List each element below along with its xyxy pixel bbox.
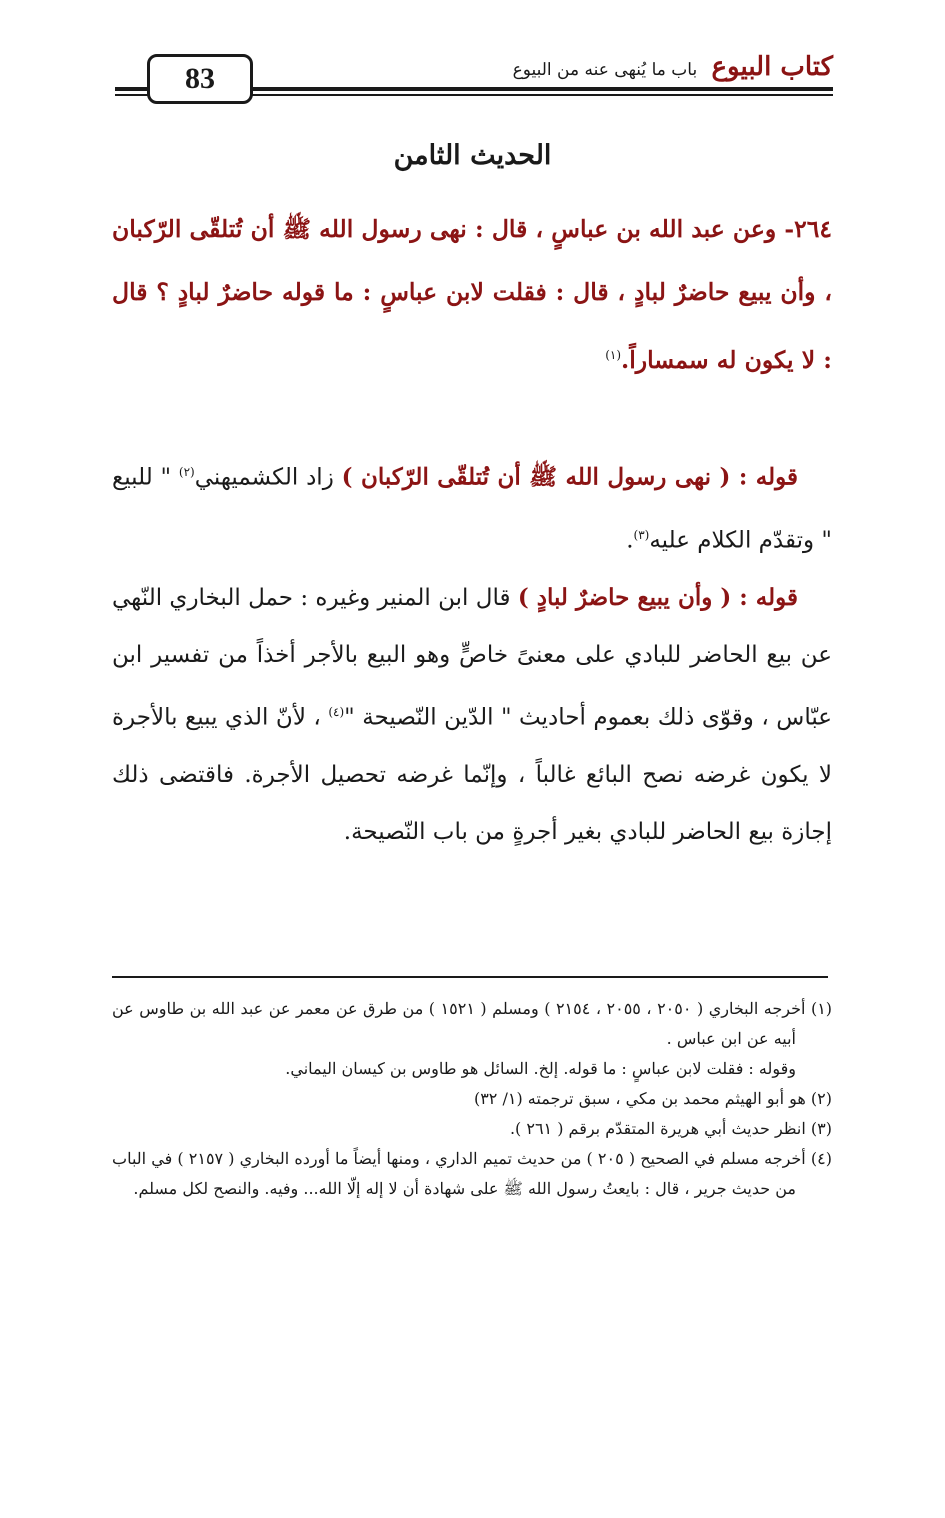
commentary-text: ، لأنّ الذي يبيع بالأجرة لا يكون غرضه نصح البائع غالباً ، وإنّما غرضه تحصيل الأجرة. فاقتضى ذلك إجازة بيع الحاضر للبادي بغير أجرةٍ من باب النّصيحة. xyxy=(112,704,832,845)
commentary xyxy=(112,444,832,861)
commentary-paragraph-1 xyxy=(112,444,832,569)
footnote-ref-2: (٢) xyxy=(178,465,195,479)
footnote-ref-1: (١) xyxy=(605,348,622,362)
page-number: 83 xyxy=(147,54,253,104)
footnote-2: (٢) هو أبو الهيثم محمد بن مكي ، سبق ترجمته (١/ ٣٢) xyxy=(473,1089,832,1108)
section-title: الحديث الثامن xyxy=(393,140,552,171)
footnote-1-continued: وقوله : فقلت لابن عباسٍ : ما قوله. إلخ. السائل هو طاوس بن كيسان اليماني. xyxy=(285,1059,796,1078)
footnotes xyxy=(112,994,832,1204)
page-header xyxy=(115,50,833,105)
hadith-body: ٢٦٤- وعن عبد الله بن عباسٍ ، قال : نهى رسول الله ﷺ أن تُتلقّى الرّكبان ، وأن يبيع حاضرٌ لبادٍ ، قال : فقلت لابن عباسٍ : ما قوله حاضرٌ لبادٍ ؟ قال : لا يكون له سمساراً. xyxy=(112,215,832,374)
chapter-name: باب ما يُنهى عنه من البيوع xyxy=(512,60,698,80)
quoted-phrase: قوله : ( نهى رسول الله ﷺ أن تُتلقّى الرّكبان ) xyxy=(341,463,799,491)
footnote-3: (٣) انظر حديث أبي هريرة المتقدّم برقم ( ٢٦١ ). xyxy=(509,1119,832,1138)
hadith-text xyxy=(112,198,832,392)
footnote-divider xyxy=(112,976,828,978)
footnote-ref-4: (٤) xyxy=(328,705,345,720)
footnote-ref-3: (٣) xyxy=(633,527,650,542)
running-title xyxy=(513,52,833,85)
commentary-text: زاد الكشميهني xyxy=(194,464,342,491)
book-name: كتاب البيوع xyxy=(711,52,833,82)
footnote-1: (١) أخرجه البخاري ( ٢٠٥٠ ، ٢٠٥٥ ، ٢١٥٤ ) ومسلم ( ١٥٢١ ) من طرق عن معمر عن عبد الله بن طاوس عن أبيه عن ابن عباس . xyxy=(112,999,833,1048)
footnote-4: (٤) أخرجه مسلم في الصحيح ( ٢٠٥ ) من حديث تميم الداري ، ومنها أيضاً ما أورده البخاري ( ٢١٥٧ ) في الباب من حديث جرير ، قال : بايعتُ رسول الله ﷺ على شهادة أن لا إله إلّا الله... وفيه. والنصح لكل مسلم. xyxy=(112,1149,832,1198)
commentary-text: . xyxy=(626,527,634,554)
commentary-text: " للبيع " وتقدّم الكلام عليه xyxy=(112,464,832,554)
quoted-phrase: قوله : ( وأن يبيع حاضرٌ لبادٍ ) xyxy=(517,584,798,612)
commentary-paragraph-2 xyxy=(112,569,832,861)
commentary-text: قال ابن المنير وغيره : حمل البخاري النّهي عن بيع الحاضر للبادي على معنىً خاصٍّ وهو البيع بالأجر أخذاً من تفسير ابن عبّاس ، وقوّى ذلك بعموم أحاديث " الدّين النّصيحة " xyxy=(112,585,832,731)
